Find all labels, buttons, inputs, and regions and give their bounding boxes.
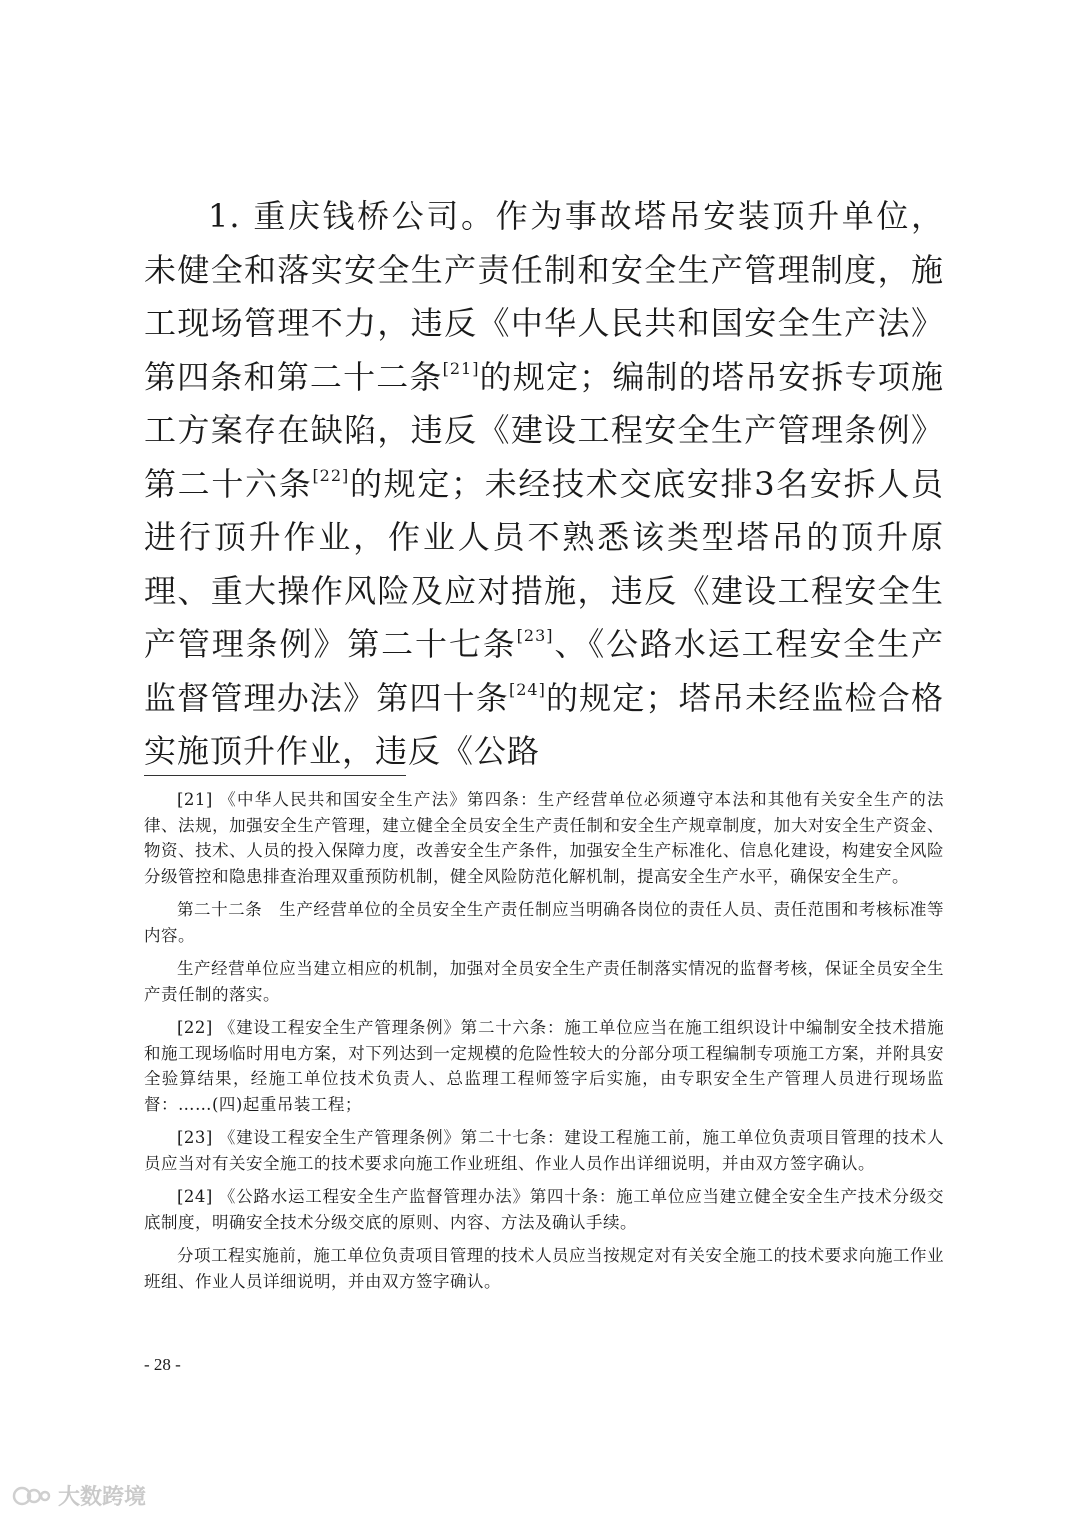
footnote-21: [21] 《中华人民共和国安全生产法》第四条：生产经营单位必须遵守本法和其他有关安全生产的法律、法规，加强安全生产管理，建立健全全员安全生产责任制和安全生产规章制度，加大对安全生产资金、物资、技术、人员的投入保障力度，改善安全生产条件，加强安全生产标准化、信息化建设，构建安全风险分级管控和隐患排查治理双重预防机制，健全风险防范化解机制，提高安全生产水平，确保安全生产。 xyxy=(144,790,944,886)
footnote-22: [22] 《建设工程安全生产管理条例》第二十六条：施工单位应当在施工组织设计中编制安全技术措施和施工现场临时用电方案，对下列达到一定规模的危险性较大的分部分项工程编制专项施工方案，并附具安全验算结果，经施工单位技术负责人、总监理工程师签字后实施，由专职安全生产管理人员进行现场监督：……(四)起重吊装工程； xyxy=(144,1018,944,1114)
body-paragraph xyxy=(144,190,944,779)
footnote-23: [23] 《建设工程安全生产管理条例》第二十七条：建设工程施工前，施工单位负责项目管理的技术人员应当对有关安全施工的技术要求向施工作业班组、作业人员作出详细说明，并由双方签字确认。 xyxy=(144,1128,944,1173)
body-text-5: 的规定；塔吊未经监检合格实施顶升作业，违反《公路 xyxy=(144,678,944,770)
footnote-ref-22[interactable]: [22] xyxy=(312,465,350,485)
footnote-24: [24] 《公路水运工程安全生产监督管理办法》第四十条：施工单位应当建立健全安全生产技术分级交底制度，明确安全技术分级交底的原则、内容、方法及确认手续。 xyxy=(144,1187,944,1232)
footnote-21-art22: 第二十二条 生产经营单位的全员安全生产责任制应当明确各岗位的责任人员、责任范围和考核标准等内容。 xyxy=(144,900,944,945)
footnotes xyxy=(144,787,944,1302)
watermark xyxy=(12,1480,146,1511)
body-text-1: 1. 重庆钱桥公司。作为事故塔吊安装顶升单位，未健全和落实安全生产责任制和安全生产管理制度，施工现场管理不力，违反《中华人民共和国安全生产法》第四条和第二十二条 xyxy=(144,197,944,396)
footnote-ref-24[interactable]: [24] xyxy=(508,679,546,699)
footnote-ref-23[interactable]: [23] xyxy=(516,626,554,645)
body-text-3: 的规定；未经技术交底安排3名安拆人员进行顶升作业，作业人员不熟悉该类型塔吊的顶升原理、重大操作风险及应对措施，违反《建设工程安全生产管理条例》第二十七条 xyxy=(144,464,944,663)
footnote-ref-21[interactable]: [21] xyxy=(442,358,480,378)
footnote-21-art22-cont: 生产经营单位应当建立相应的机制，加强对全员安全生产责任制落实情况的监督考核，保证全员安全生产责任制的落实。 xyxy=(144,959,944,1004)
watermark-logo-icon xyxy=(12,1484,52,1508)
body-text-2: 的规定；编制的塔吊安拆专项施工方案存在缺陷，违反《建设工程安全生产管理条例》第二十六条 xyxy=(144,357,944,503)
watermark-text: 大数跨境 xyxy=(58,1485,147,1510)
body-text-4: 、《公路水运工程安全生产监督管理办法》第四十条 xyxy=(144,625,944,717)
page-number: - 28 - xyxy=(144,1355,181,1374)
footnote-24-cont: 分项工程实施前，施工单位负责项目管理的技术人员应当按规定对有关安全施工的技术要求向施工作业班组、作业人员详细说明，并由双方签字确认。 xyxy=(144,1246,944,1291)
footnote-divider xyxy=(144,775,406,776)
